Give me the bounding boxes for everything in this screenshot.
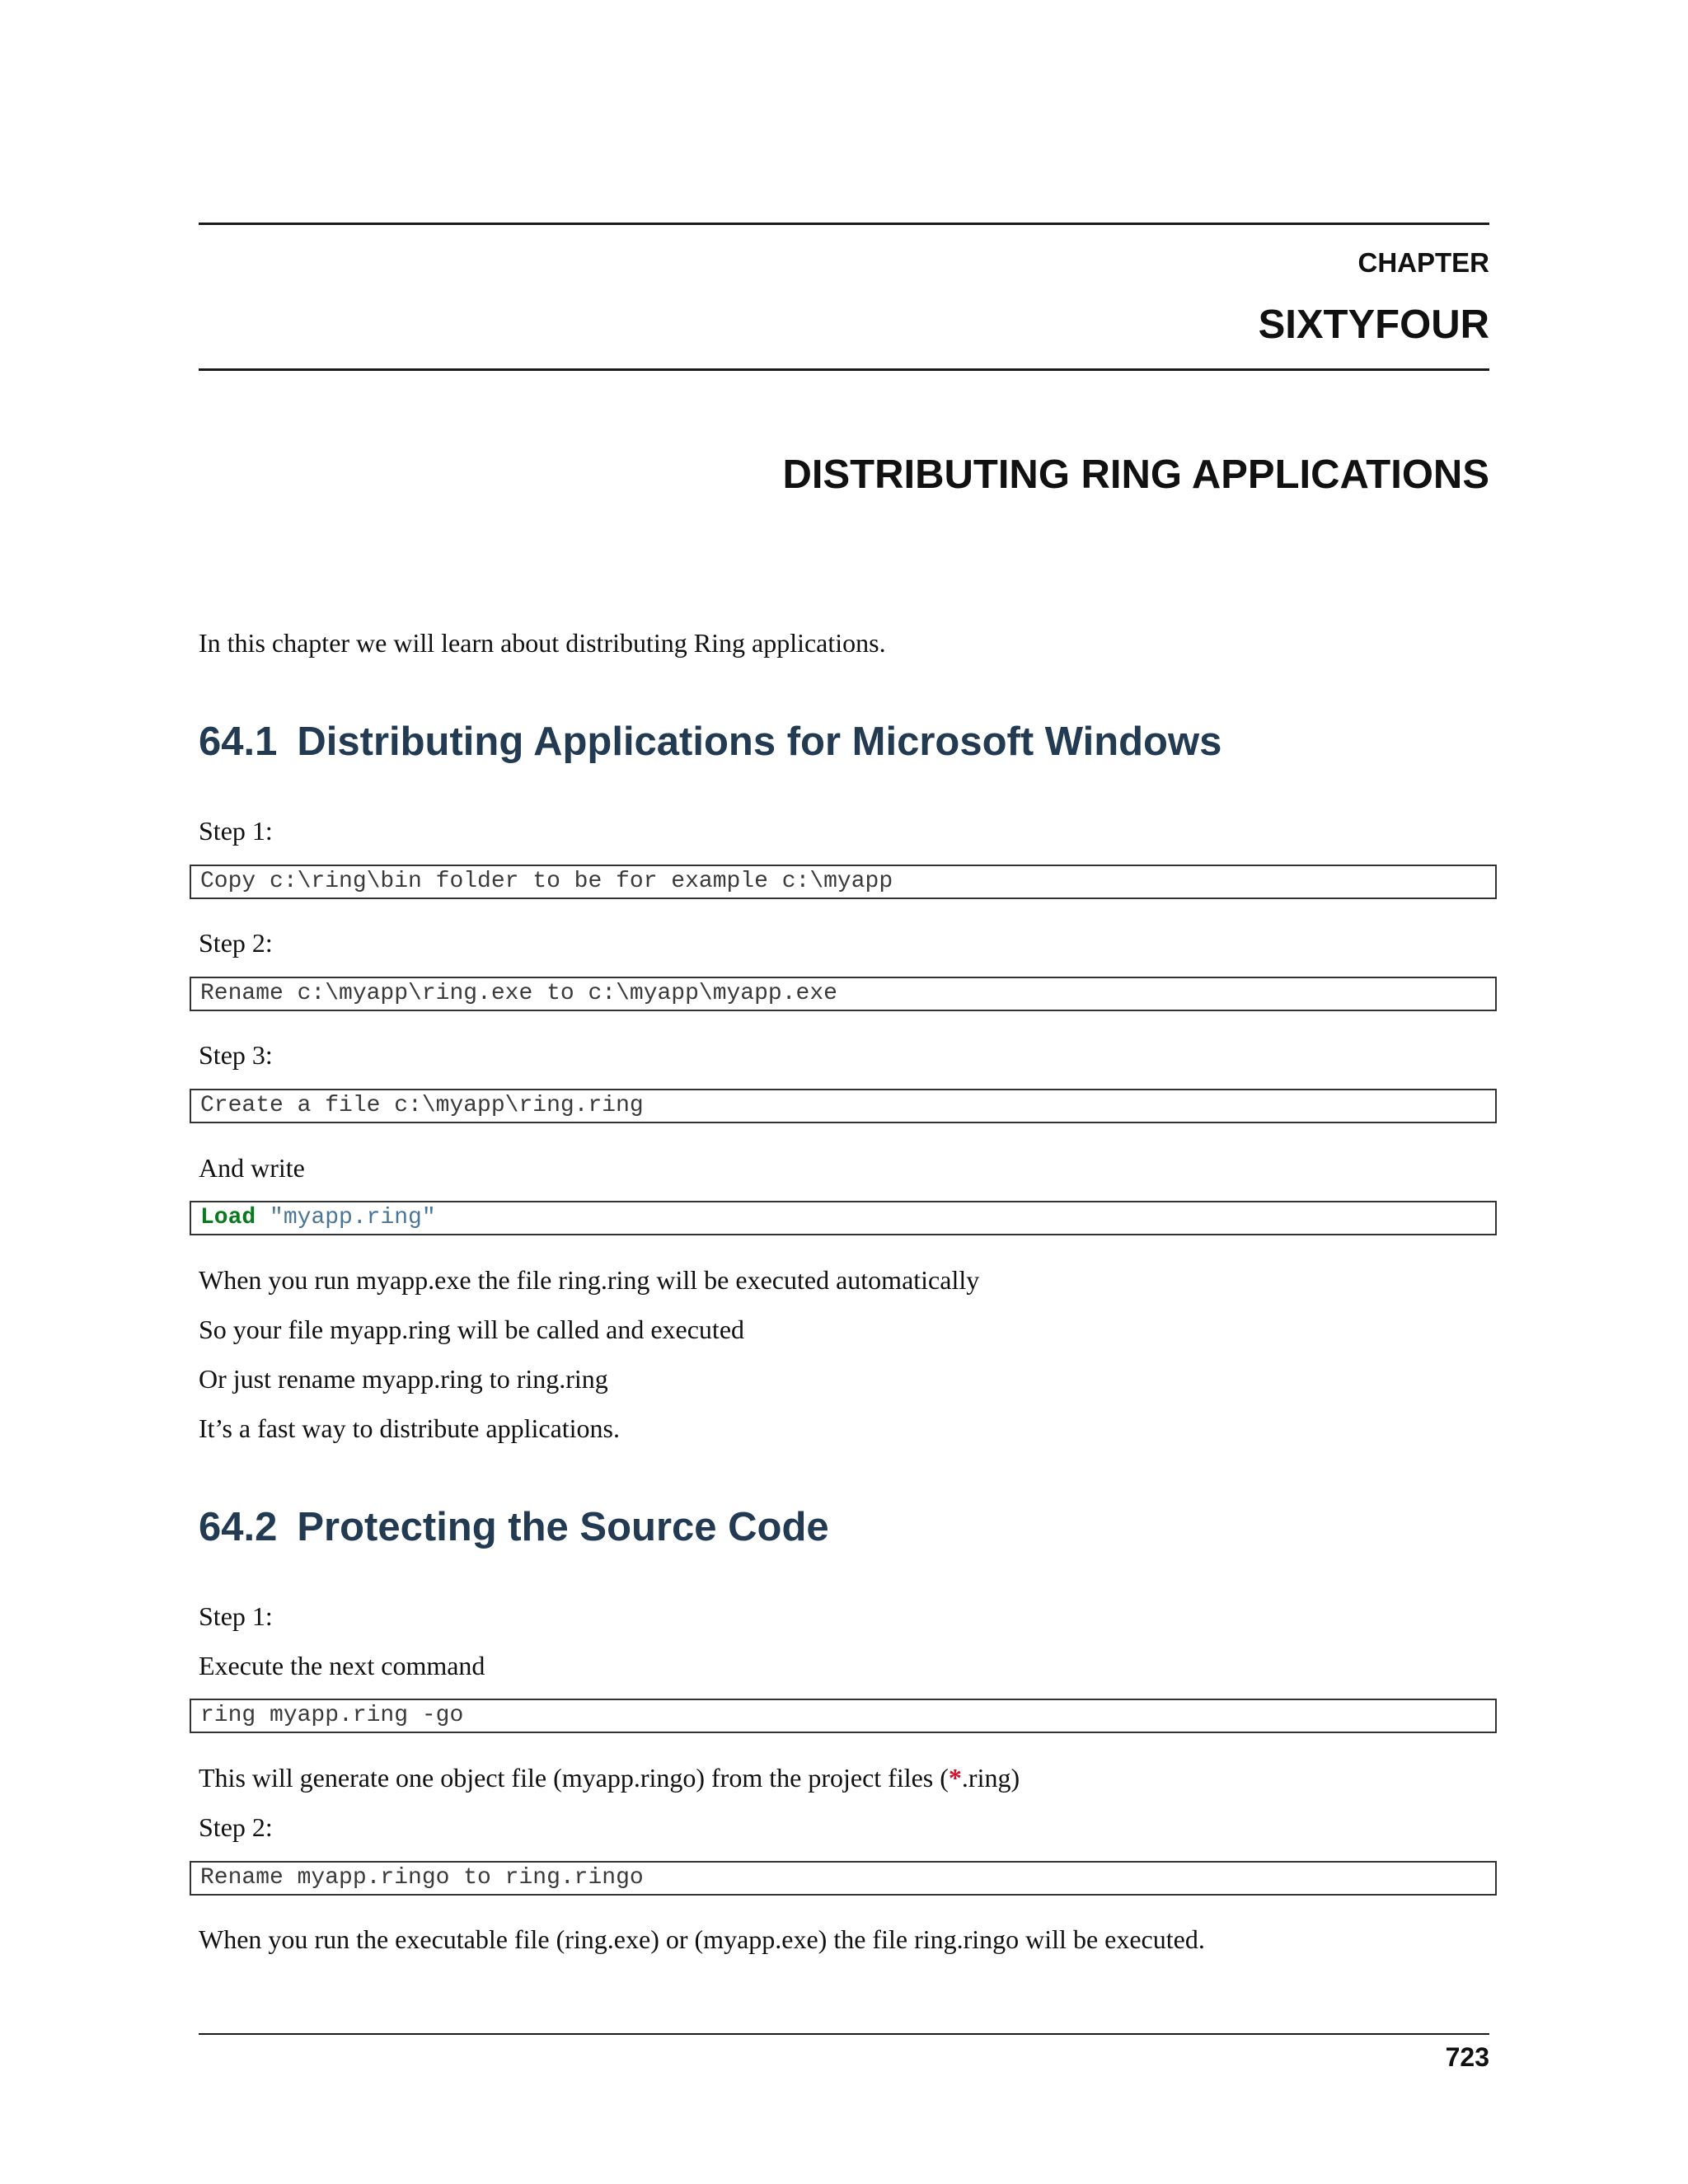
section-number: 64.2 [199, 1505, 278, 1549]
generate-text-start: This will generate one object file (myapp.ringo) from the project files ( [199, 1763, 949, 1793]
code-block-copy: Copy c:\ring\bin folder to be for example c:\myapp [190, 865, 1497, 899]
section-title: Protecting the Source Code [297, 1505, 829, 1549]
chapter-label: CHAPTER [1357, 247, 1489, 278]
code-keyword: Load [200, 1205, 256, 1230]
footer-rule [199, 2033, 1489, 2035]
code-block-rename-ringo: Rename myapp.ringo to ring.ringo [190, 1861, 1497, 1896]
intro-paragraph: In this chapter we will learn about distributing Ring applications. [199, 628, 886, 658]
and-write-text: And write [199, 1153, 305, 1183]
section-heading-64-2 [199, 1504, 829, 1550]
code-block-rename: Rename c:\myapp\ring.exe to c:\myapp\myapp.exe [190, 977, 1497, 1011]
code-block-command: ring myapp.ring -go [190, 1699, 1497, 1733]
body-line: It’s a fast way to distribute applications. [199, 1413, 620, 1443]
execute-text: Execute the next command [199, 1651, 485, 1680]
section-heading-64-1 [199, 719, 1221, 765]
step-label: Step 2: [199, 928, 273, 958]
wildcard-star: * [948, 1763, 962, 1793]
code-block-load [190, 1201, 1497, 1235]
body-line: When you run myapp.exe the file ring.ring will be executed automatically [199, 1265, 980, 1295]
step-label: Step 1: [199, 1601, 273, 1631]
chapter-top-rule [199, 223, 1489, 225]
section-number: 64.1 [199, 719, 278, 764]
step-label: Step 3: [199, 1040, 273, 1070]
step-label: Step 2: [199, 1812, 273, 1842]
section-title: Distributing Applications for Microsoft Windows [297, 719, 1222, 764]
generate-text-end: .ring) [961, 1763, 1020, 1793]
page-number: 723 [1445, 2042, 1489, 2072]
code-string: "myapp.ring" [270, 1205, 436, 1230]
body-line: Or just rename myapp.ring to ring.ring [199, 1364, 608, 1394]
step-label: Step 1: [199, 816, 273, 846]
chapter-number: SIXTYFOUR [1258, 302, 1489, 347]
body-line: So your file myapp.ring will be called and executed [199, 1315, 745, 1344]
generate-text [199, 1761, 1020, 1794]
final-text: When you run the executable file (ring.exe) or (myapp.exe) the file ring.ringo will be executed. [199, 1924, 1205, 1954]
chapter-bottom-rule [199, 368, 1489, 371]
chapter-title: DISTRIBUTING RING APPLICATIONS [782, 452, 1489, 497]
code-block-create: Create a file c:\myapp\ring.ring [190, 1089, 1497, 1123]
